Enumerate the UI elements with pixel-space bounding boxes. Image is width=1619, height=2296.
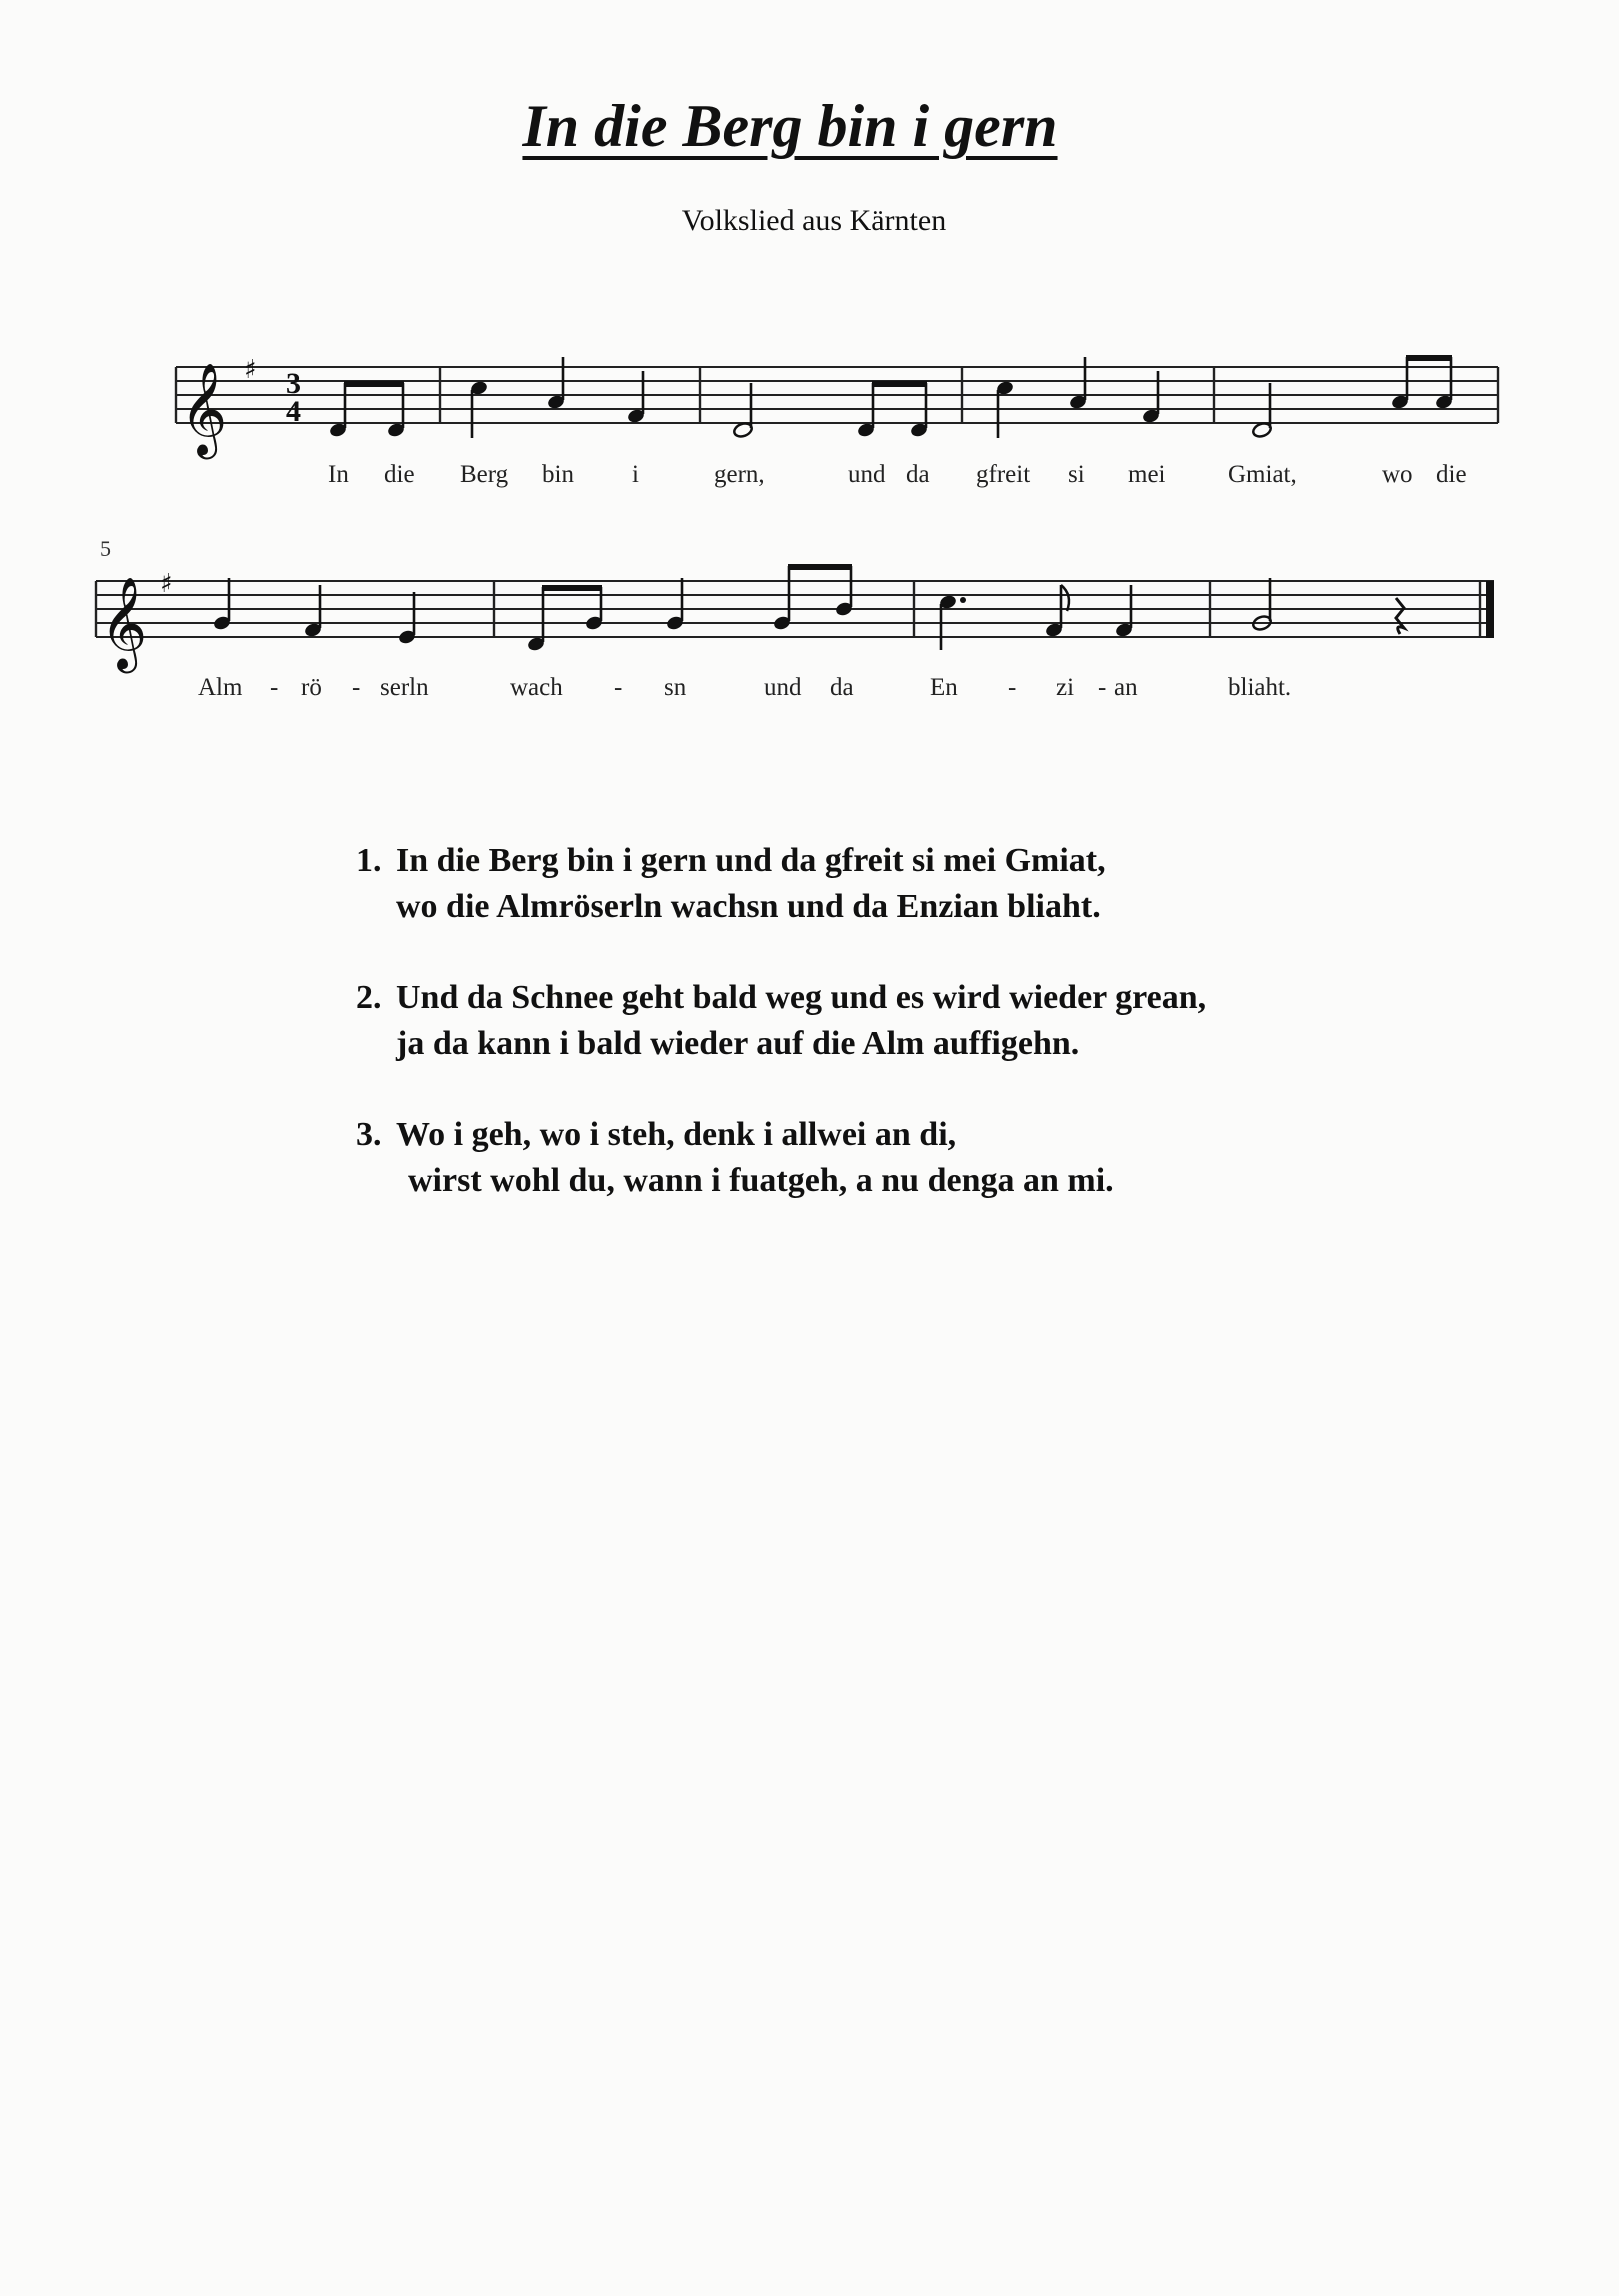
- lyric-syllable: gern,: [714, 461, 765, 488]
- verse-line: wo die Almröserln wachsn und da Enzian bliaht.: [396, 888, 1101, 925]
- treble-clef-icon: 𝄞: [100, 576, 148, 669]
- lyric-syllable: die: [384, 461, 415, 488]
- staff-system-2: [96, 536, 1494, 701]
- lyric-syllable: die: [1436, 461, 1467, 488]
- verse-line: wirst wohl du, wann i fuatgeh, a nu denga an mi.: [408, 1162, 1114, 1199]
- note-group: [995, 357, 1160, 438]
- lyric-syllable: sn: [664, 674, 687, 701]
- time-signature-bottom: 4: [286, 395, 301, 428]
- lyric-syllable: rö: [301, 674, 322, 701]
- verse-number: 2.: [356, 979, 382, 1016]
- lyric-syllable: -: [1098, 674, 1107, 701]
- lyric-syllable: -: [352, 674, 361, 701]
- lyric-syllable: Alm: [198, 674, 243, 701]
- lyric-syllable: -: [1008, 674, 1017, 701]
- lyric-syllable: bin: [542, 461, 574, 488]
- lyric-syllable: i: [632, 461, 639, 488]
- measure-number: 5: [100, 536, 111, 561]
- lyric-syllable: En: [930, 674, 958, 701]
- verse-2: [356, 975, 1206, 1067]
- verses-section: [356, 838, 1206, 1249]
- sheet-music: [0, 0, 1619, 720]
- lyric-syllable: In: [328, 461, 349, 488]
- lyric-syllable: mei: [1128, 461, 1166, 488]
- lyric-syllable: wach: [510, 674, 563, 701]
- verse-number: 1.: [356, 842, 382, 879]
- sharp-icon: ♯: [244, 355, 257, 385]
- verse-3: [356, 1112, 1206, 1204]
- lyric-syllable: an: [1114, 674, 1138, 701]
- verse-number: 3.: [356, 1116, 382, 1153]
- lyric-syllable: zi: [1056, 674, 1075, 701]
- song-title: In die Berg bin i gern: [522, 93, 1058, 159]
- lyric-syllable: gfreit: [976, 461, 1031, 488]
- note-group: [469, 357, 645, 438]
- lyric-syllable: wo: [1382, 461, 1413, 488]
- treble-clef-icon: 𝄞: [180, 362, 228, 455]
- lyric-syllable: da: [906, 461, 930, 488]
- lyric-syllable: und: [764, 674, 802, 701]
- verse-line: Und da Schnee geht bald weg und es wird wieder grean,: [396, 979, 1207, 1016]
- lyric-syllable: -: [614, 674, 623, 701]
- lyric-syllable: serln: [380, 674, 429, 701]
- lyric-syllable: -: [270, 674, 279, 701]
- sharp-icon: ♯: [160, 569, 173, 599]
- lyric-syllable: da: [830, 674, 854, 701]
- note-group: [1251, 578, 1404, 634]
- note-group: [212, 578, 416, 645]
- lyric-syllable: bliaht.: [1228, 674, 1292, 701]
- lyric-syllable: Berg: [460, 461, 509, 488]
- time-signature-top: 3: [286, 367, 301, 400]
- lyric-syllable: und: [848, 461, 886, 488]
- final-barline: [1486, 581, 1494, 638]
- verse-line: ja da kann i bald wieder auf die Alm auffigehn.: [396, 1025, 1080, 1062]
- verse-line: In die Berg bin i gern und da gfreit si mei Gmiat,: [396, 842, 1106, 879]
- verse-line: Wo i geh, wo i steh, denk i allwei an di,: [396, 1116, 957, 1153]
- lyric-syllable: si: [1068, 461, 1085, 488]
- song-subtitle: Volkslied aus Kärnten: [681, 204, 947, 237]
- verse-1: [356, 838, 1206, 930]
- quarter-rest-icon: [1396, 598, 1404, 634]
- staff-system-1: [176, 355, 1498, 488]
- lyric-syllable: Gmiat,: [1228, 461, 1297, 488]
